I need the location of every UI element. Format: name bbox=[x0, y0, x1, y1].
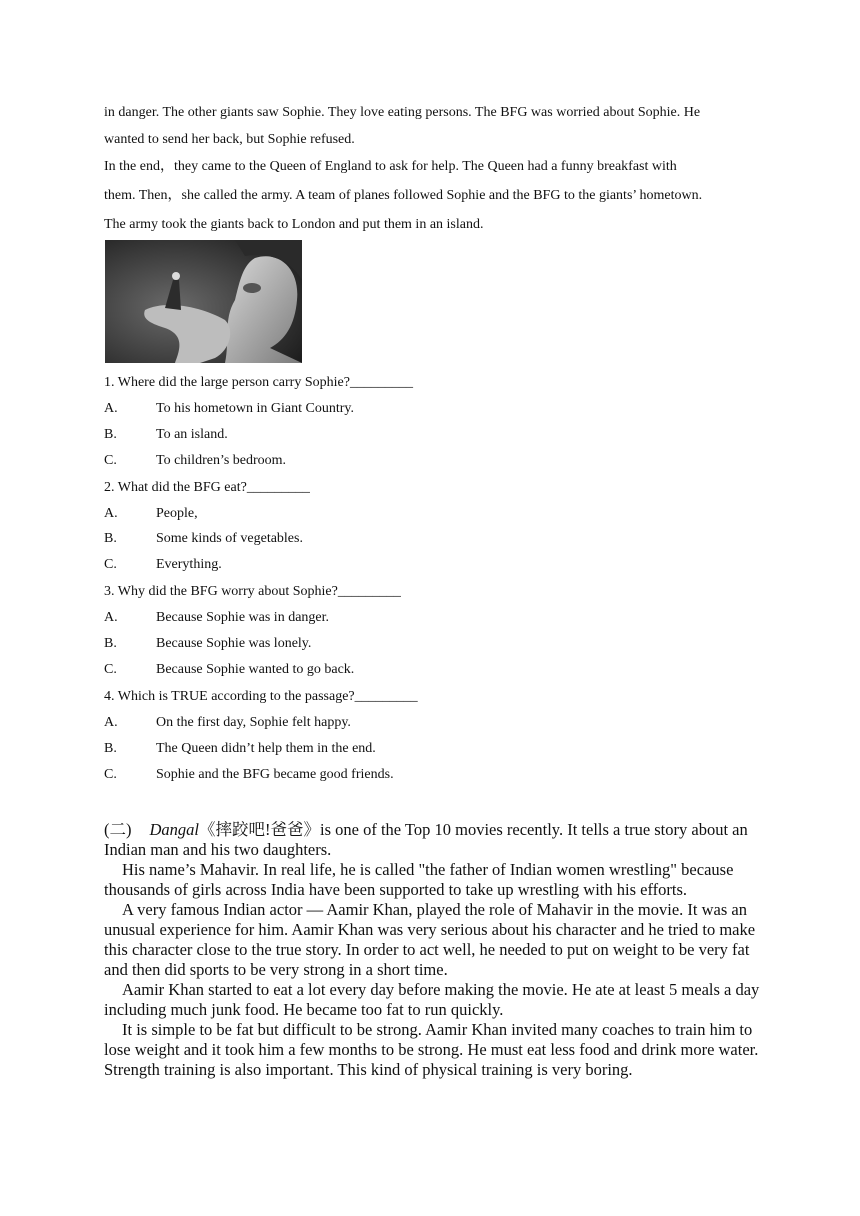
section-2-intro bbox=[104, 820, 764, 860]
movie-title-chinese: 《摔跤吧!爸爸》 bbox=[199, 820, 320, 839]
q3-option-c: C. Because Sophie wanted to go back. bbox=[104, 662, 355, 677]
q4-option-a: A. On the first day, Sophie felt happy. bbox=[104, 715, 351, 730]
story-line: The army took the giants back to London and put them in an island. bbox=[104, 217, 484, 232]
q1-option-b: B. To an island. bbox=[104, 427, 228, 442]
passage-paragraph: It is simple to be fat but difficult to be strong. Aamir Khan invited many coaches to train him to lose weight and it took him a few months to be strong. He must eat less food and drink more water. Strength training is also important. This kind of physical training is very boring. bbox=[104, 1020, 759, 1079]
q4-option-c: C. Sophie and the BFG became good friends. bbox=[104, 767, 394, 782]
q2-option-c: C. Everything. bbox=[104, 557, 222, 572]
question-1: 1. Where did the large person carry Sophie?_________ bbox=[104, 375, 413, 390]
q3-option-b: B. Because Sophie was lonely. bbox=[104, 636, 312, 651]
question-2: 2. What did the BFG eat?_________ bbox=[104, 480, 310, 495]
section-2-passage bbox=[104, 820, 764, 1080]
movie-title: Dangal bbox=[149, 820, 199, 839]
q2-option-b: B. Some kinds of vegetables. bbox=[104, 531, 303, 546]
bfg-photo bbox=[105, 240, 302, 363]
q1-option-c: C. To children’s bedroom. bbox=[104, 453, 287, 468]
question-3: 3. Why did the BFG worry about Sophie?_________ bbox=[104, 584, 401, 599]
passage-paragraph: His name’s Mahavir. In real life, he is called "the father of Indian women wrestling" because thousands of girls across India have been supported to take up wrestling with his efforts. bbox=[104, 860, 734, 899]
q2-option-a: A. People, bbox=[104, 506, 198, 521]
question-4: 4. Which is TRUE according to the passage?_________ bbox=[104, 689, 418, 704]
intro-text: is one of the Top 10 movies recently. It tells a true story about an Indian man and his two daughters. bbox=[104, 820, 748, 859]
passage-paragraph: Aamir Khan started to eat a lot every day before making the movie. He ate at least 5 meals a day including much junk food. He became too fat to run quickly. bbox=[104, 980, 760, 1019]
passage-paragraph: A very famous Indian actor — Aamir Khan, played the role of Mahavir in the movie. It was an unusual experience for him. Aamir Khan was very serious about his character and he tried to make this character close to the true story. In order to act well, he needed to put on weight to be very fat and then did sports to be very strong in a short time. bbox=[104, 900, 756, 979]
section-label: (二) bbox=[104, 820, 132, 839]
story-line: in danger. The other giants saw Sophie. They love eating persons. The BFG was worried about Sophie. He bbox=[104, 105, 701, 120]
q3-option-a: A. Because Sophie was in danger. bbox=[104, 610, 330, 625]
q1-option-a: A. To his hometown in Giant Country. bbox=[104, 401, 354, 416]
story-line: wanted to send her back, but Sophie refused. bbox=[104, 132, 355, 147]
q4-option-b: B. The Queen didn’t help them in the end. bbox=[104, 741, 376, 756]
story-line: In the end，they came to the Queen of England to ask for help. The Queen had a funny breakfast with bbox=[104, 159, 677, 174]
story-line: them. Then，she called the army. A team of planes followed Sophie and the BFG to the giants’ hometown. bbox=[104, 188, 703, 203]
